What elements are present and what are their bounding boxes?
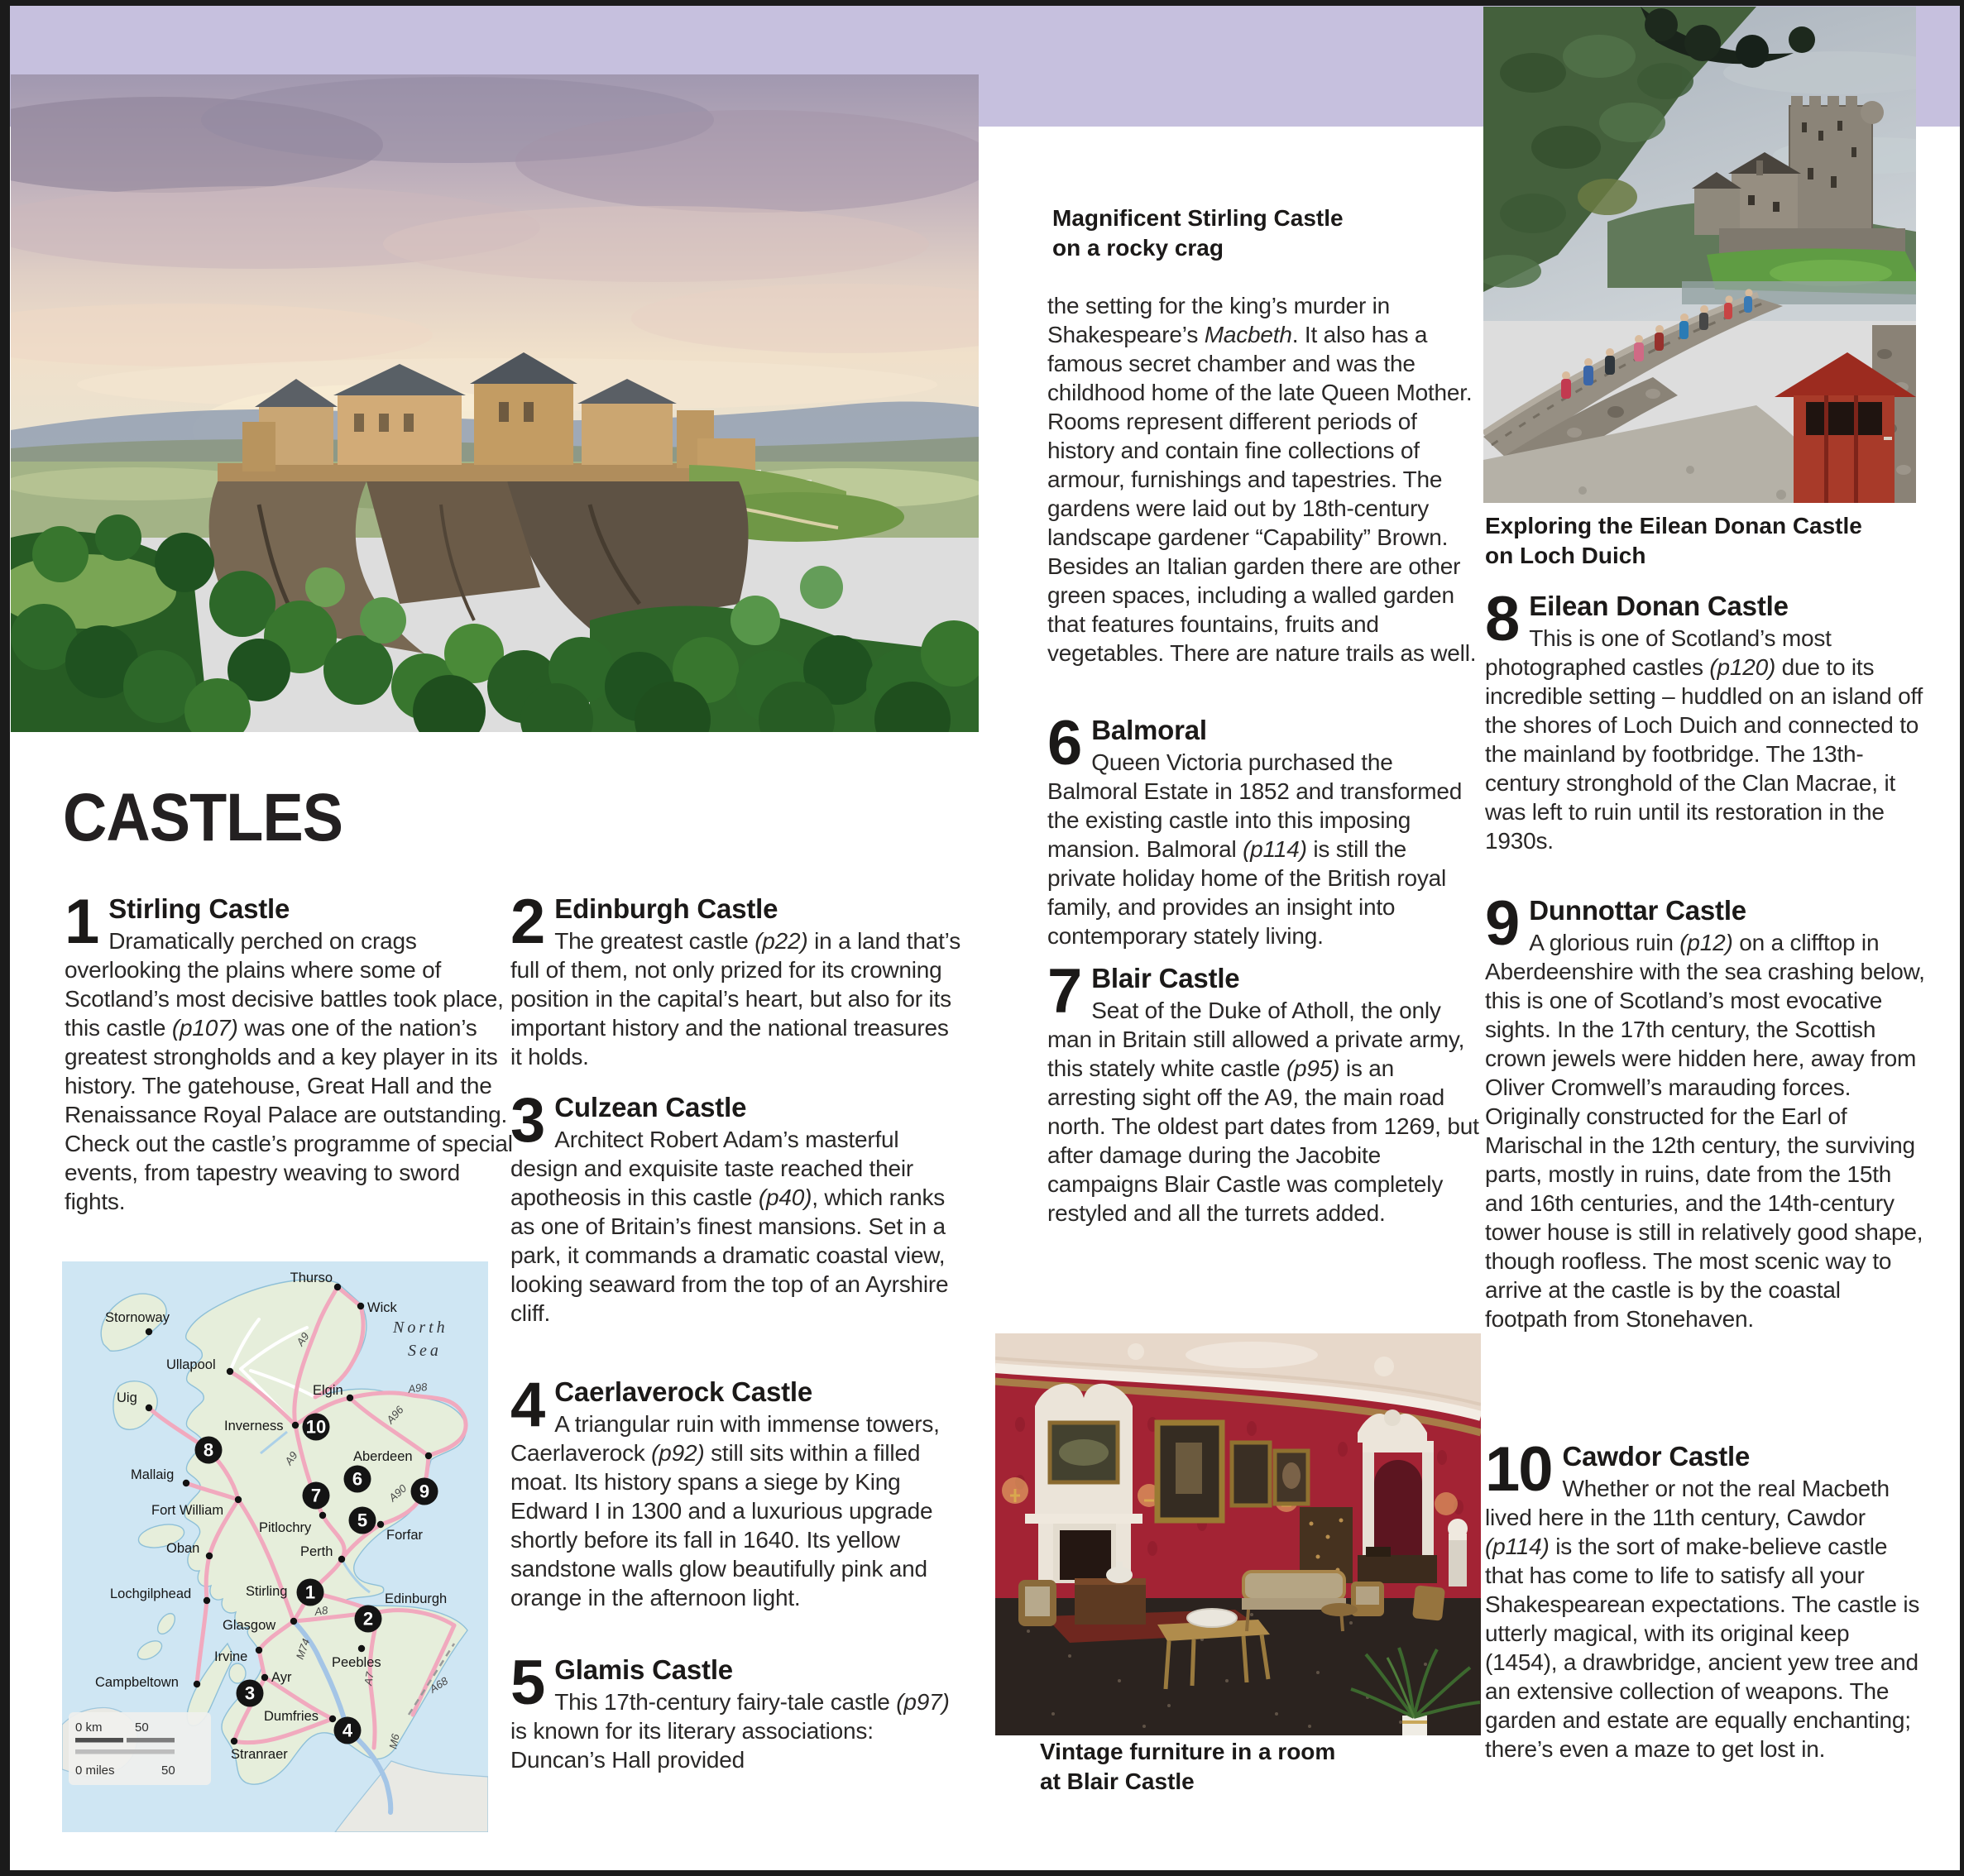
map-road-label: M74	[293, 1637, 313, 1662]
entry-heading: Balmoral	[1091, 715, 1207, 745]
stirling-photo-caption	[1052, 203, 1344, 263]
scale-miles-fifty: 50	[161, 1764, 175, 1778]
page-edge	[1960, 0, 1964, 1876]
entry-number: 5	[510, 1648, 544, 1718]
svg-text:9: 9	[419, 1481, 430, 1502]
map-town-dot	[194, 1681, 200, 1687]
caption-line: Vintage furniture in a room	[1040, 1739, 1336, 1764]
entry-number: 8	[1485, 584, 1519, 654]
eilean-photo-caption	[1485, 511, 1862, 571]
map-town-label: Forfar	[386, 1528, 424, 1543]
glamis-continuation-text: the setting for the king’s murder in Shakespeare’s Macbeth. It also has a famous secret chamber and was the childhood home of the late Queen Mother. Rooms represent different periods of history and contain fine collections of armour, furnishings and tapestries. The gardens were laid out by 18th-century landscape gardener “Capability” Brown. Besides an Italian garden there are other green spaces, including a walled garden that features fountains, fruits and vegetables. There are nature trails as well.	[1047, 293, 1477, 666]
eilean-donan-photo	[1483, 7, 1916, 503]
stirling-castle-photo	[11, 74, 979, 732]
map-town-label: Oban	[166, 1541, 200, 1556]
map-town-dot	[231, 1738, 237, 1744]
map-town-dot	[377, 1521, 384, 1528]
entry-body: Seat of the Duke of Atholl, the only man in Britain still allowed a private army, this stately white castle (p95) is an arresting sight off the A9, the main road north. The oldest part dates from 1269, but after damage during the Jacobite campaigns Blair Castle was completely restyled and all the turrets added.	[1047, 998, 1479, 1226]
entry-heading: Blair Castle	[1091, 963, 1240, 993]
entry-edinburgh-castle	[510, 887, 965, 1071]
map-town-label: Fort William	[151, 1503, 224, 1518]
map-town-dot	[146, 1328, 152, 1335]
map-town-label: Campbeltown	[95, 1675, 179, 1690]
entry-heading: Glamis Castle	[554, 1654, 733, 1685]
map-road-label: M6	[386, 1732, 402, 1750]
map-town-dot	[334, 1284, 341, 1290]
entry-number: 1	[65, 887, 98, 957]
map-town-label: Wick	[367, 1300, 397, 1315]
map-town-label: Uig	[117, 1390, 137, 1405]
map-road-label: A9	[294, 1330, 312, 1348]
map-marker-9	[411, 1478, 438, 1505]
map-town-label: Peebles	[332, 1655, 381, 1670]
map-town-dot	[347, 1395, 353, 1401]
svg-text:8: 8	[203, 1439, 214, 1461]
entry-number: 10	[1485, 1434, 1552, 1505]
map-svg	[62, 1261, 488, 1832]
entry-eilean-donan-castle	[1485, 584, 1925, 855]
entry-heading: Cawdor Castle	[1562, 1441, 1751, 1472]
map-town-label: Glasgow	[223, 1618, 276, 1633]
entry-caerlaverock-castle	[510, 1370, 965, 1612]
map-town-label: Aberdeen	[353, 1449, 413, 1464]
map-town-label: Pitlochry	[259, 1520, 312, 1535]
map-scale	[69, 1712, 211, 1785]
svg-text:2: 2	[362, 1608, 374, 1630]
entry-heading: Caerlaverock Castle	[554, 1376, 813, 1407]
map-town-dot	[329, 1716, 336, 1722]
map-town-dot	[206, 1553, 213, 1559]
blair-photo-art	[995, 1333, 1481, 1735]
map-town-label: Edinburgh	[385, 1591, 448, 1606]
entry-body: Whether or not the real Macbeth lived here in the 11th century, Cawdor (p114) is the sort of make-believe castle that has come to life to satisfy all your Shakespearean expectations. The castle is utterly magical, with its original keep (1454), a drawbridge, ancient yew tree and an extensive collection of weapons. The garden and estate are equally enchanting; there’s even a maze to get lost in.	[1485, 1476, 1920, 1762]
stirling-photo-art	[11, 74, 979, 732]
map-road-label: A7	[362, 1671, 376, 1687]
map-marker-8	[195, 1437, 223, 1464]
caption-line: Exploring the Eilean Donan Castle	[1485, 513, 1862, 538]
entry-number: 3	[510, 1085, 544, 1156]
fireplace	[1025, 1384, 1142, 1583]
map-town-label: Stirling	[246, 1584, 288, 1599]
map-town-dot	[256, 1647, 262, 1653]
entry-body: A glorious ruin (p12) on a clifftop in Aberdeenshire with the sea crashing below, this is one of Scotland’s most evocative sights. In the 17th century, the Scottish crown jewels were hidden here, away from Oliver Cromwell’s marauding forces. Originally constructed for the Earl of Marischal in the 12th century, the surviving parts, mostly in ruins, date from the 15th and 16th centuries, and the 14th-century tower house is still in relatively good shape, though roofless. The most scenic way to arrive at the castle is by the coastal footpath from Stonehaven.	[1485, 930, 1925, 1332]
map-road-label: A68	[427, 1674, 451, 1696]
caption-line: at Blair Castle	[1040, 1768, 1195, 1794]
entry-body: The greatest castle (p22) in a land that’s full of them, not only prized for its crowning position in the capital’s heart, but also for its important history and the national treasures it holds.	[510, 928, 961, 1070]
blair-photo-caption	[1040, 1737, 1335, 1797]
svg-text:7: 7	[310, 1485, 322, 1506]
map-town-dot	[425, 1452, 432, 1459]
map-town-dot	[183, 1480, 189, 1486]
entry-body: This 17th-century fairy-tale castle (p97) is known for its literary associations: Duncan’s Hall provided	[510, 1689, 950, 1773]
entry-heading: Edinburgh Castle	[554, 893, 778, 924]
svg-text:1: 1	[304, 1582, 316, 1603]
map-town-dot	[292, 1422, 299, 1429]
svg-text:6: 6	[352, 1468, 363, 1490]
entry-number: 7	[1047, 956, 1081, 1027]
map-marker-7	[303, 1482, 330, 1510]
map-town-label: Lochgilphead	[110, 1586, 192, 1601]
scale-km-fifty: 50	[135, 1720, 149, 1735]
page-title: CASTLES	[63, 780, 343, 855]
sea-label: Sea	[408, 1342, 442, 1360]
map-town-dot	[261, 1674, 268, 1681]
map-town-label: Ayr	[271, 1670, 292, 1685]
map-road-label: A90	[386, 1481, 410, 1505]
svg-text:4: 4	[342, 1720, 353, 1741]
entry-body: This is one of Scotland’s most photographed castles (p120) due to its incredible setting – huddled on an island off the shores of Loch Duich and connected to the mainland by footbridge. The 13th-century stronghold of the Clan Macrae, it was left to ruin until its restoration in the 1930s.	[1485, 625, 1923, 854]
map-marker-10	[303, 1414, 330, 1441]
entry-heading: Dunnottar Castle	[1529, 895, 1746, 926]
entry-number: 9	[1485, 888, 1519, 959]
map-town-dot	[338, 1556, 345, 1563]
map-town-label: Ullapool	[166, 1357, 216, 1372]
map-town-label: Inverness	[224, 1419, 284, 1433]
svg-text:10: 10	[305, 1416, 327, 1438]
map-town-dot	[319, 1512, 326, 1519]
map-town-label: Elgin	[313, 1383, 343, 1398]
map-marker-5	[349, 1507, 376, 1534]
svg-text:5: 5	[357, 1510, 368, 1531]
entry-balmoral	[1047, 708, 1479, 950]
map-marker-3	[237, 1680, 264, 1707]
caption-line: on Loch Duich	[1485, 543, 1646, 568]
map-town-label: Mallaig	[131, 1467, 175, 1482]
eilean-photo-art	[1483, 7, 1916, 503]
map-town-dot	[290, 1618, 297, 1625]
entry-stirling-castle	[65, 887, 518, 1216]
entry-culzean-castle	[510, 1085, 965, 1328]
scale-miles-zero: 0 miles	[75, 1764, 115, 1778]
entry-dunnottar-castle	[1485, 888, 1925, 1333]
entry-heading: Culzean Castle	[554, 1092, 747, 1122]
page-edge	[0, 0, 10, 1876]
svg-text:3: 3	[244, 1682, 256, 1704]
entry-number: 4	[510, 1370, 544, 1440]
map-town-label: Irvine	[214, 1649, 248, 1664]
map-town-dot	[357, 1303, 364, 1309]
caption-line: on a rocky crag	[1052, 235, 1224, 261]
map-town-label: Dumfries	[264, 1709, 319, 1724]
entry-cawdor-castle	[1485, 1434, 1925, 1764]
sea-label: North	[393, 1318, 448, 1337]
scale-km-zero: 0 km	[75, 1720, 103, 1735]
entry-heading: Eilean Donan Castle	[1529, 591, 1789, 621]
map-town-dot	[227, 1368, 233, 1375]
page-edge	[0, 0, 1964, 6]
map-town-label: Stranraer	[231, 1747, 288, 1762]
map-road-label: A96	[384, 1403, 406, 1427]
map-road-label: A8	[314, 1603, 329, 1618]
caption-line: Magnificent Stirling Castle	[1052, 205, 1344, 231]
entry-body: Architect Robert Adam’s masterful design and exquisite taste reached their apotheosis in this castle (p40), which ranks as one of Britain’s finest mansions. Set in a park, it commands a dramatic coastal view, looking seaward from the top of an Ayrshire cliff.	[510, 1127, 949, 1326]
map-road-label: A9	[282, 1449, 300, 1467]
map-marker-2	[355, 1606, 382, 1633]
entry-body: Dramatically perched on crags overlooking the plains where some of Scotland’s most decisive battles took place, this castle (p107) was one of the nation’s greatest strongholds and a key player in its history. The gatehouse, Great Hall and the Renaissance Royal Palace are outstanding. Check out the castle’s programme of special events, from tapestry weaving to sword fights.	[65, 928, 513, 1214]
scotland-castles-map	[62, 1261, 488, 1832]
entry-number: 6	[1047, 708, 1081, 778]
map-marker-6	[344, 1466, 371, 1493]
map-marker-4	[334, 1717, 362, 1744]
entry-body: A triangular ruin with immense towers, Caerlaverock (p92) still sits within a filled moat. Its history spans a siege by King Edward I in 1300 and a luxurious upgrade shortly before its fall in 1640. Its yellow sandstone walls glow beautifully pink and orange in the afternoon light.	[510, 1411, 940, 1610]
map-town-dot	[235, 1496, 242, 1503]
page-edge	[0, 1870, 1964, 1876]
entry-heading: Stirling Castle	[108, 893, 290, 924]
entry-body: Queen Victoria purchased the Balmoral Estate in 1852 and transformed the existing castle into this imposing mansion. Balmoral (p114) is still the private holiday home of the British royal family, and provides an insight into contemporary stately living.	[1047, 749, 1463, 949]
map-road-label: A98	[407, 1380, 429, 1395]
map-town-dot	[204, 1597, 210, 1604]
map-town-dot	[358, 1645, 365, 1652]
map-town-label: Perth	[300, 1544, 333, 1559]
entry-blair-castle	[1047, 956, 1479, 1228]
map-town-label: Thurso	[290, 1271, 333, 1285]
map-town-dot	[146, 1405, 152, 1411]
entry-number: 2	[510, 887, 544, 957]
blair-castle-photo	[995, 1333, 1481, 1735]
map-town-label: Stornoway	[105, 1310, 170, 1325]
map-marker-1	[297, 1579, 324, 1606]
entry-glamis-castle	[510, 1648, 965, 1774]
